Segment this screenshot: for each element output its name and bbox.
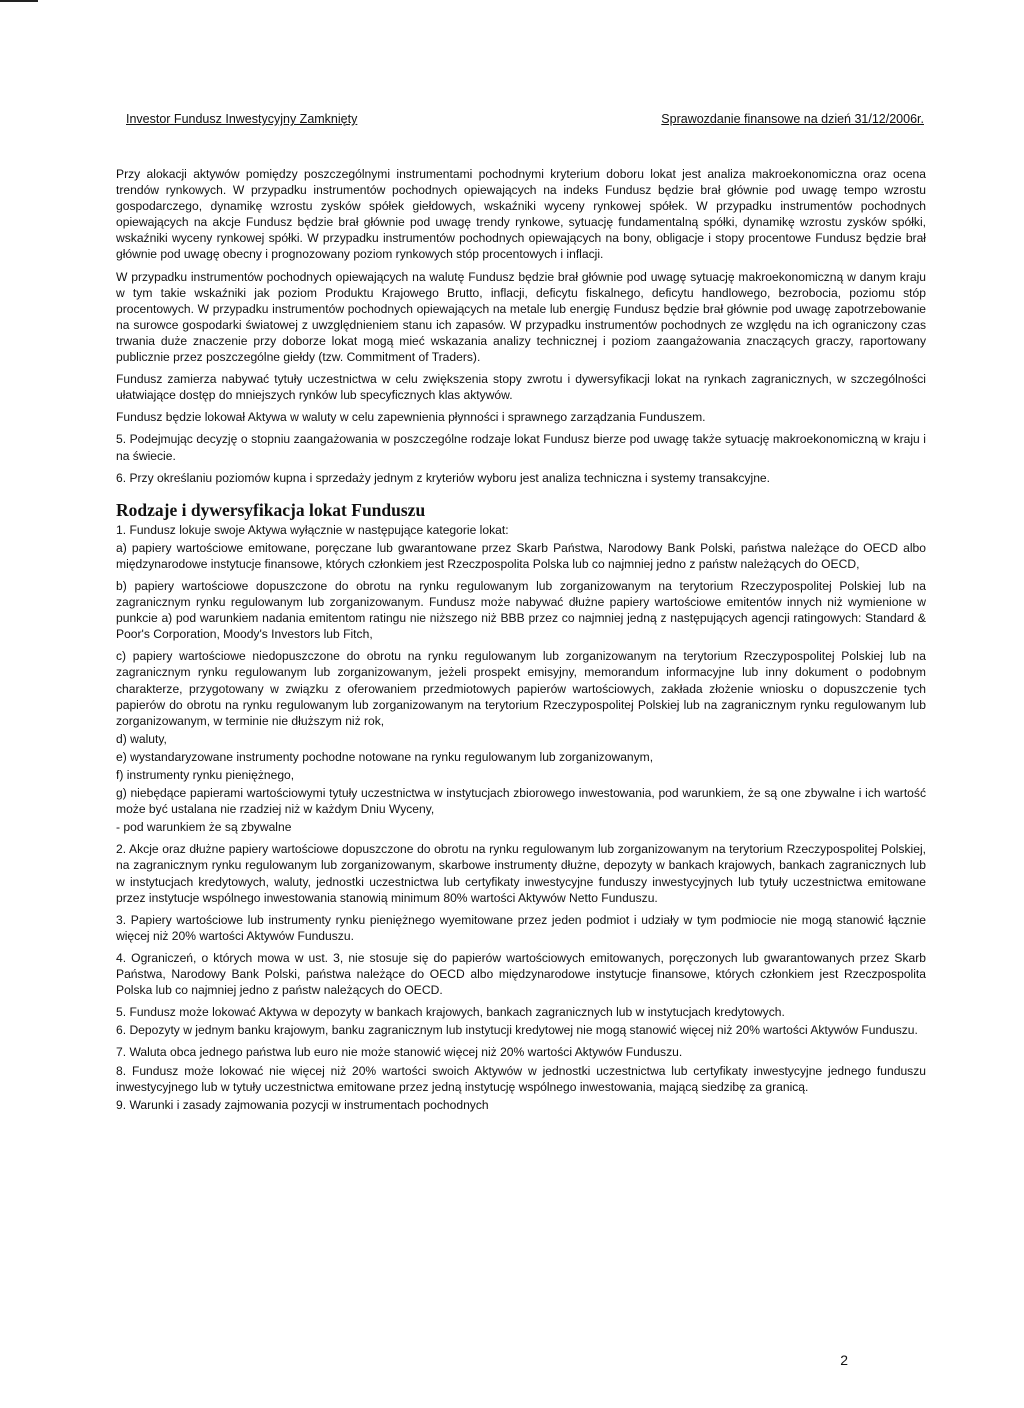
list-item: d) waluty, <box>116 731 167 746</box>
list-item: 9. Warunki i zasady zajmowania pozycji w instrumentach pochodnych <box>116 1097 489 1112</box>
list-item: 4. Ograniczeń, o których mowa w ust. 3, nie stosuje się do papierów wartościowych emitowanych, poręczonych lub gwarantowanych przez Skarb Państwa, Narodowy Bank Polski, państwa należące do OECD albo międzynarodowe instytucje finansowe, których członkiem jest Rzeczpospolita Polska lub co najmniej jedno z państw należących do OECD. <box>116 950 926 998</box>
section-title: Rodzaje i dywersyfikacja lokat Funduszu <box>116 499 426 520</box>
paragraph-currencies: Fundusz będzie lokował Aktywa w waluty w celu zapewnienia płynności i sprawnego zarządzania Funduszem. <box>116 410 706 425</box>
list-item: g) niebędące papierami wartościowymi tytuły uczestnictwa w instytucjach zbiorowego inwestowania, pod warunkiem, że są one zbywalne i ich wartość może być ustalana nie rzadziej niż w każdym Dniu Wyceny, <box>116 786 926 817</box>
list-item: 8. Fundusz może lokować nie więcej niż 20% wartości swoich Aktywów w jednostki uczestnictwa lub certyfikaty inwestycyjne jednego funduszu inwestycyjnego lub w tytuły uczestnictwa emitowane przez jedną instytucję wspólnego inwestowania, mającą siedzibę za granicą. <box>116 1063 926 1094</box>
list-item: 6. Depozyty w jednym banku krajowym, banku zagranicznym lub instytucji kredytowej nie mogą stanowić więcej niż 20% wartości Aktywów Funduszu. <box>116 1023 918 1038</box>
list-item: a) papiery wartościowe emitowane, poręczane lub gwarantowane przez Skarb Państwa, Narodowy Bank Polski, państwa należące do OECD albo międzynarodowe instytucje finansowe, których członkiem jest Rzeczpospolita Polska lub co najmniej jedno z państw należących do OECD, <box>116 540 926 571</box>
paragraph-derivatives-allocation: Przy alokacji aktywów pomiędzy poszczególnymi instrumentami pochodnymi kryterium doboru lokat jest analiza makroekonomiczna oraz ocena trendów rynkowych. W przypadku instrumentów pochodnych opiewających na indeks Fundusz będzie brał głównie pod uwagę tempo wzrostu gospodarczego, dynamikę wzrostu zysków spółek giełdowych, wskaźniki wyceny rynkowej spółek. W przypadku instrumentów pochodnych opiewających na akcje Fundusz będzie brał głównie pod uwagę trendy rynkowe, sytuację fundamentalną spółki, dynamikę wzrostu zysków spółki, wskaźniki wyceny rynkowej spółki. W przypadku instrumentów pochodnych opiewających na bony, obligacje i stopy procentowe Fundusz będzie brał głównie pod uwagę obecny i prognozowany poziom rynkowych stóp procentowych i inflacji. <box>116 167 926 262</box>
list-item: 5. Fundusz może lokować Aktywa w depozyty w bankach krajowych, bankach zagranicznych lub w instytucjach kredytowych. <box>116 1005 785 1020</box>
scan-corner-mark <box>0 0 38 2</box>
list-item: 7. Waluta obca jednego państwa lub euro nie może stanowić więcej niż 20% wartości Aktywów Funduszu. <box>116 1045 683 1060</box>
page-number: 2 <box>840 1352 848 1368</box>
document-body <box>116 166 926 1115</box>
list-item: c) papiery wartościowe niedopuszczone do obrotu na rynku regulowanym lub zorganizowanym na terytorium Rzeczypospolitej Polskiej lub na zagranicznym rynku regulowanym lub zorganizowanym, jeżeli prospekt emisyjny, memorandum informacyjne lub inny dokument o podobnym charakterze, przygotowany w związku z oferowaniem przedmiotowych papierów wartościowych, zakłada złożenie wniosku o dopuszczenie tych papierów do obrotu na rynku regulowanym lub zorganizowanym na terytorium Rzeczypospolitej Polskiej lub na zagranicznym rynku regulowanym lub zorganizowanym, w terminie nie dłuższym niż rok, <box>116 649 926 728</box>
paragraph-participation-titles: Fundusz zamierza nabywać tytuły uczestnictwa w celu zwiększenia stopy zwrotu i dywersyfikacji lokat na rynkach zagranicznych, w szczególności ułatwiające dostęp do mniejszych rynków lub specyficznych klas aktywów. <box>116 372 926 403</box>
list-item: b) papiery wartościowe dopuszczone do obrotu na rynku regulowanym lub zorganizowanym na terytorium Rzeczypospolitej Polskiej lub na zagranicznym rynku regulowanym lub zorganizowanym. Fundusz może nabywać dłużne papiery wartościowe emitentów innych niż wymienione w punkcie a) pod warunkiem nadania emitentom ratingu nie niższego niż BBB przez co najmniej jedną z następujących agencji ratingowych: Standard & Poor's Corporation, Moody's Investors lub Fitch, <box>116 578 926 642</box>
paragraph-currency-derivatives: W przypadku instrumentów pochodnych opiewających na walutę Fundusz będzie brał głównie pod uwagę sytuację makroekonomiczną w danym kraju w tym takie wskaźniki jak poziom Produktu Krajowego Brutto, inflacji, deficytu fiskalnego, deficytu handlowego, bezrobocia, poziomu stóp procentowych. W przypadku instrumentów pochodnych opiewających na metale lub energię Fundusz będzie brał głównie pod uwagę zapotrzebowanie na surowce gospodarki światowej z uwzględnieniem stanu ich zapasów. W przypadku instrumentów pochodnych ze względu na ich ograniczony czas trwania duże znaczenie przy doborze lokat mogą mieć wskazania analizy technicznej i poziom zaangażowania znaczących graczy, raportowany publicznie przez poszczególne giełdy (tzw. Commitment of Traders). <box>116 269 926 365</box>
list-item: f) instrumenty rynku pieniężnego, <box>116 768 295 782</box>
header-fund-name: Investor Fundusz Inwestycyjny Zamknięty <box>126 112 358 126</box>
paragraph-point-6: 6. Przy określaniu poziomów kupna i sprzedaży jednym z kryteriów wyboru jest analiza techniczna i systemy transakcyjne. <box>116 470 771 485</box>
list-item: - pod warunkiem że są zbywalne <box>116 820 292 835</box>
list-item: 2. Akcje oraz dłużne papiery wartościowe dopuszczone do obrotu na rynku regulowanym lub zorganizowanym na terytorium Rzeczypospolitej Polskiej, na zagranicznym rynku regulowanym lub zorganizowanym, skarbowe instrumenty dłużne, depozyty w bankach krajowych, bankach zagranicznych lub w instytucjach kredytowych, waluty, jednostki uczestnictwa lub certyfikaty inwestycyjne funduszy inwestycyjnych lub tytuły uczestnictwa emitowane przez instytucje wspólnego inwestowania stanowią minimum 80% wartości Aktywów Netto Funduszu. <box>116 842 926 905</box>
list-item: 3. Papiery wartościowe lub instrumenty rynku pieniężnego wyemitowane przez jeden podmiot i udziały w tym podmiocie nie mogą stanowić łącznie więcej niż 20% wartości Aktywów Funduszu. <box>116 912 926 943</box>
list-item: 1. Fundusz lokuje swoje Aktywa wyłącznie w następujące kategorie lokat: <box>116 522 509 537</box>
header-report-date: Sprawozdanie finansowe na dzień 31/12/2006r. <box>661 112 924 126</box>
list-item: e) wystandaryzowane instrumenty pochodne notowane na rynku regulowanym lub zorganizowanym, <box>116 749 654 764</box>
paragraph-point-5: 5. Podejmując decyzję o stopniu zaangażowania w poszczególne rodzaje lokat Fundusz bierze pod uwagę także sytuację makroekonomiczną w kraju i na świecie. <box>116 432 926 463</box>
